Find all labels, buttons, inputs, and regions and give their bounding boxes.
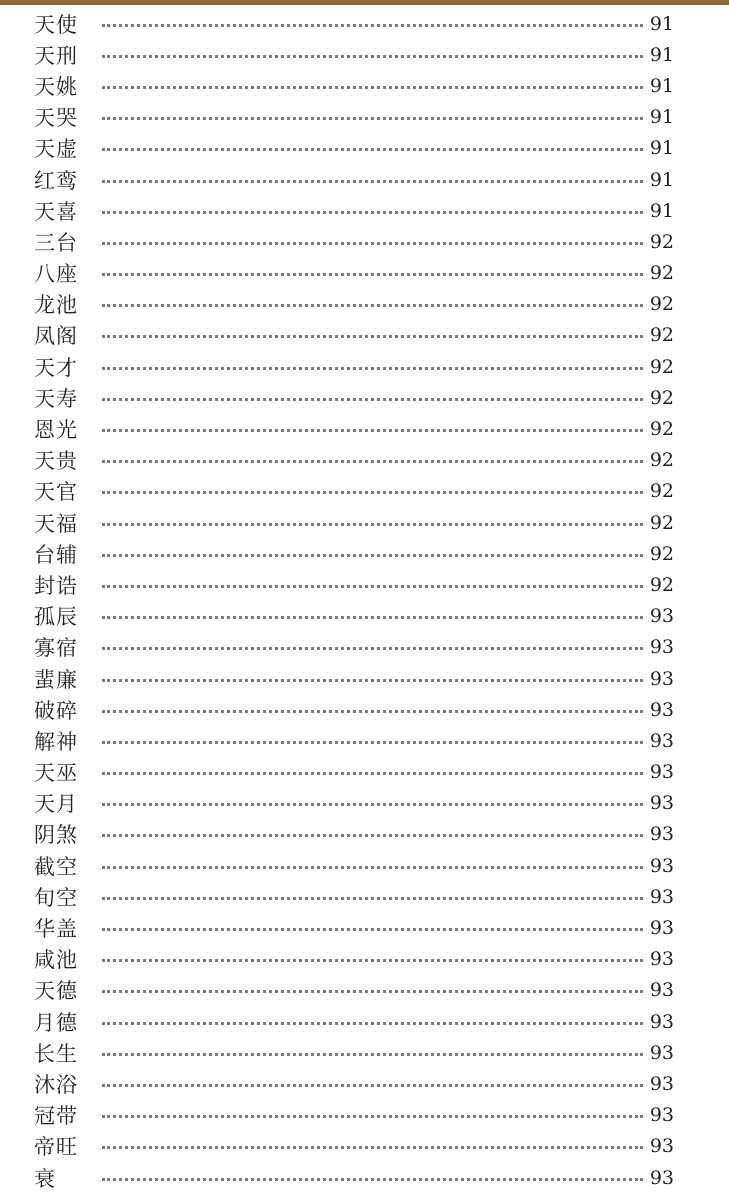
dot-leader xyxy=(102,367,643,370)
page-number: 93 xyxy=(649,948,674,971)
dot-leader xyxy=(102,273,643,276)
toc-entry xyxy=(34,757,679,788)
dot-leader xyxy=(102,304,643,307)
entry-title: 龙池 xyxy=(34,293,78,318)
dot-leader xyxy=(102,460,643,463)
toc-entry xyxy=(34,944,679,975)
entry-title: 沐浴 xyxy=(34,1072,78,1097)
entry-title: 天福 xyxy=(34,511,78,536)
entry-title: 孤辰 xyxy=(34,605,78,630)
page-number: 91 xyxy=(649,137,674,160)
dot-leader xyxy=(102,585,643,588)
dot-leader xyxy=(102,834,643,837)
entry-title: 解神 xyxy=(34,729,78,754)
page-number: 93 xyxy=(649,729,674,752)
entry-title: 天刑 xyxy=(34,43,78,68)
dot-leader xyxy=(102,1022,643,1025)
toc-entry xyxy=(34,975,679,1006)
dot-leader xyxy=(102,180,643,183)
page-number: 91 xyxy=(649,106,674,129)
page-number: 92 xyxy=(649,542,674,565)
toc-entry xyxy=(34,413,679,444)
dot-leader xyxy=(102,211,643,214)
entry-title: 破碎 xyxy=(34,698,78,723)
dot-leader xyxy=(102,1084,643,1087)
entry-title: 天月 xyxy=(34,792,78,817)
dot-leader xyxy=(102,866,643,869)
page-number: 92 xyxy=(649,511,674,534)
dot-leader xyxy=(102,24,643,27)
page-number: 91 xyxy=(649,43,674,66)
page-number: 93 xyxy=(649,761,674,784)
toc-entry xyxy=(34,881,679,912)
dot-leader xyxy=(102,710,643,713)
entry-title: 天德 xyxy=(34,979,78,1004)
page-number: 93 xyxy=(649,1104,674,1127)
entry-title: 天寿 xyxy=(34,386,78,411)
dot-leader xyxy=(102,491,643,494)
entry-title: 华盖 xyxy=(34,917,78,942)
entry-title: 天哭 xyxy=(34,106,78,131)
toc-entry xyxy=(34,632,679,663)
toc-entry xyxy=(34,569,679,600)
dot-leader xyxy=(102,647,643,650)
entry-title: 阴煞 xyxy=(34,823,78,848)
page-number: 93 xyxy=(649,1010,674,1033)
entry-title: 蜚廉 xyxy=(34,667,78,692)
page-number: 92 xyxy=(649,355,674,378)
toc-entry xyxy=(34,1006,679,1037)
page-number: 92 xyxy=(649,449,674,472)
page-number: 92 xyxy=(649,230,674,253)
toc-entry xyxy=(34,694,679,725)
page-number: 93 xyxy=(649,917,674,940)
page-number: 92 xyxy=(649,324,674,347)
entry-title: 恩光 xyxy=(34,418,78,443)
toc-entry xyxy=(34,1162,679,1193)
page-number: 92 xyxy=(649,573,674,596)
entry-title: 天使 xyxy=(34,12,78,37)
toc-entry xyxy=(34,788,679,819)
dot-leader xyxy=(102,1053,643,1056)
entry-title: 截空 xyxy=(34,854,78,879)
page-number: 93 xyxy=(649,1166,674,1189)
page-number: 92 xyxy=(649,386,674,409)
page-number: 93 xyxy=(649,698,674,721)
page-number: 93 xyxy=(649,823,674,846)
toc-entry xyxy=(34,133,679,164)
entry-title: 月德 xyxy=(34,1010,78,1035)
dot-leader xyxy=(102,86,643,89)
dot-leader xyxy=(102,1178,643,1181)
toc-entry xyxy=(34,102,679,133)
entry-title: 天虚 xyxy=(34,137,78,162)
entry-title: 旬空 xyxy=(34,885,78,910)
entry-title: 寡宿 xyxy=(34,636,78,661)
dot-leader xyxy=(102,523,643,526)
dot-leader xyxy=(102,429,643,432)
dot-leader xyxy=(102,55,643,58)
toc-entry xyxy=(34,1131,679,1162)
entry-title: 台辅 xyxy=(34,542,78,567)
toc-entry xyxy=(34,538,679,569)
toc-entry xyxy=(34,912,679,943)
dot-leader xyxy=(102,148,643,151)
toc-entry xyxy=(34,8,679,39)
dot-leader xyxy=(102,117,643,120)
toc-entry xyxy=(34,226,679,257)
entry-title: 天姚 xyxy=(34,74,78,99)
dot-leader xyxy=(102,990,643,993)
toc-entry xyxy=(34,507,679,538)
toc-entry xyxy=(34,382,679,413)
page-number: 93 xyxy=(649,1135,674,1158)
page-number: 91 xyxy=(649,12,674,35)
entry-title: 冠带 xyxy=(34,1104,78,1129)
dot-leader xyxy=(102,616,643,619)
dot-leader xyxy=(102,242,643,245)
toc-entry xyxy=(34,663,679,694)
dot-leader xyxy=(102,679,643,682)
entry-title: 天贵 xyxy=(34,449,78,474)
page-number: 93 xyxy=(649,605,674,628)
page-number: 91 xyxy=(649,74,674,97)
dot-leader xyxy=(102,741,643,744)
page-number: 93 xyxy=(649,667,674,690)
dot-leader xyxy=(102,959,643,962)
dot-leader xyxy=(102,554,643,557)
toc-entry xyxy=(34,70,679,101)
entry-title: 凤阁 xyxy=(34,324,78,349)
toc-entry xyxy=(34,320,679,351)
page-number: 93 xyxy=(649,979,674,1002)
dot-leader xyxy=(102,335,643,338)
entry-title: 三台 xyxy=(34,230,78,255)
entry-title: 红鸾 xyxy=(34,168,78,193)
page-number: 92 xyxy=(649,262,674,285)
dot-leader xyxy=(102,398,643,401)
toc-entry xyxy=(34,819,679,850)
toc-entry xyxy=(34,351,679,382)
toc-entry xyxy=(34,1068,679,1099)
toc-entry xyxy=(34,1100,679,1131)
entry-title: 咸池 xyxy=(34,948,78,973)
page-number: 93 xyxy=(649,636,674,659)
toc-entry xyxy=(34,195,679,226)
page-number: 93 xyxy=(649,854,674,877)
page-number: 92 xyxy=(649,293,674,316)
page-number: 91 xyxy=(649,168,674,191)
page-number: 93 xyxy=(649,1041,674,1064)
toc-entry xyxy=(34,1037,679,1068)
entry-title: 长生 xyxy=(34,1041,78,1066)
dot-leader xyxy=(102,1146,643,1149)
top-border xyxy=(0,0,729,5)
page-number: 93 xyxy=(649,885,674,908)
page-number: 91 xyxy=(649,199,674,222)
page-number: 92 xyxy=(649,480,674,503)
page-number: 93 xyxy=(649,792,674,815)
page-number: 93 xyxy=(649,1072,674,1095)
dot-leader xyxy=(102,772,643,775)
entry-title: 帝旺 xyxy=(34,1135,78,1160)
toc-entry xyxy=(34,39,679,70)
toc-entry xyxy=(34,258,679,289)
dot-leader xyxy=(102,803,643,806)
toc-entry xyxy=(34,476,679,507)
toc-entry xyxy=(34,164,679,195)
dot-leader xyxy=(102,928,643,931)
page-number: 92 xyxy=(649,418,674,441)
toc-entry xyxy=(34,445,679,476)
table-of-contents xyxy=(34,8,679,1193)
entry-title: 封诰 xyxy=(34,573,78,598)
toc-entry xyxy=(34,289,679,320)
entry-title: 衰 xyxy=(34,1166,56,1191)
entry-title: 天巫 xyxy=(34,761,78,786)
dot-leader xyxy=(102,1115,643,1118)
entry-title: 天才 xyxy=(34,355,78,380)
toc-entry xyxy=(34,725,679,756)
toc-entry xyxy=(34,601,679,632)
entry-title: 天喜 xyxy=(34,199,78,224)
entry-title: 天官 xyxy=(34,480,78,505)
dot-leader xyxy=(102,897,643,900)
entry-title: 八座 xyxy=(34,262,78,287)
toc-entry xyxy=(34,850,679,881)
